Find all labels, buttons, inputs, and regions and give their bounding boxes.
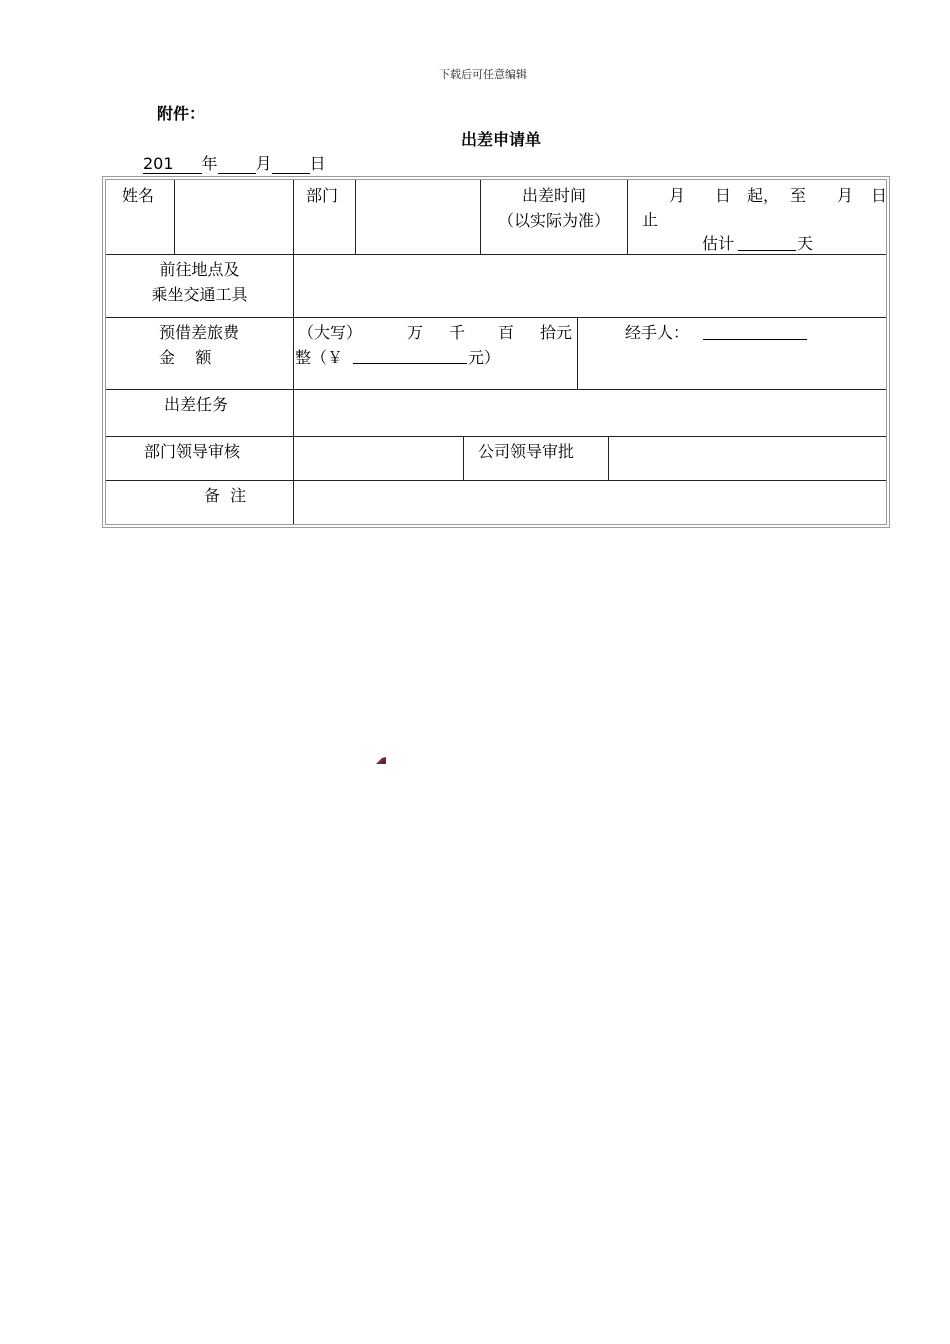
col-divider (608, 436, 609, 480)
dept-review-label: 部门领导审核 (144, 442, 241, 461)
from-label: 起， (747, 186, 780, 205)
scan-artifact-icon (376, 757, 386, 764)
bai-label: 百 (498, 323, 515, 342)
form-grid (105, 179, 887, 525)
to-label: 至 (790, 186, 807, 205)
company-approval-field[interactable] (610, 437, 885, 479)
end-label: 止 (642, 210, 659, 229)
wan-label: 万 (407, 323, 424, 342)
handler-field[interactable] (579, 320, 885, 388)
header-note: 下载后可任意编辑 (439, 68, 527, 81)
dept-review-field[interactable] (295, 437, 462, 479)
shi-label: 拾元 (540, 323, 573, 342)
trip-time-label-line1: 出差时间 (521, 186, 586, 205)
trip-time-field[interactable] (629, 183, 886, 253)
year-prefix: 201 (143, 154, 174, 173)
task-label: 出差任务 (164, 395, 229, 414)
date-line (143, 151, 326, 174)
month-label: 月 (255, 154, 272, 173)
name-field[interactable] (176, 181, 292, 253)
company-approval-label: 公司领导审批 (478, 442, 575, 461)
task-field[interactable] (295, 390, 885, 435)
yuan-label: 元） (468, 348, 501, 367)
col-divider (355, 180, 356, 254)
col-divider (463, 436, 464, 480)
days-label: 天 (797, 234, 814, 253)
handler-blank[interactable] (703, 322, 807, 340)
destination-label (106, 257, 293, 307)
capital-label: （大写） (298, 323, 363, 342)
zheng-label: 整（￥ (295, 348, 344, 367)
year-label: 年 (201, 154, 218, 173)
month2: 月 (837, 186, 854, 205)
qian-label: 千 (449, 323, 466, 342)
destination-label-line2: 乘坐交通工具 (151, 285, 248, 304)
day-label: 日 (309, 154, 326, 173)
remarks-field[interactable] (295, 481, 885, 523)
advance-label-line2: 金 额 (159, 348, 212, 367)
day1: 日 (715, 186, 732, 205)
advance-label (159, 320, 239, 370)
estimate-label: 估计 (702, 234, 735, 253)
year-blank[interactable] (174, 155, 202, 174)
col-divider (174, 180, 175, 254)
day2: 日 (871, 186, 888, 205)
day-blank[interactable] (272, 155, 310, 174)
trip-time-label-line2: （以实际为准） (497, 211, 610, 230)
col-divider (480, 180, 481, 254)
advance-label-line1: 预借差旅费 (159, 323, 240, 342)
handler-label: 经手人： (625, 323, 690, 342)
trip-time-label (482, 183, 626, 233)
month-blank[interactable] (218, 155, 256, 174)
col-divider (293, 180, 294, 524)
name-label: 姓名 (122, 186, 155, 205)
row-divider (106, 317, 886, 318)
remarks-label: 备 注 (204, 486, 247, 505)
destination-label-line1: 前往地点及 (159, 260, 240, 279)
travel-request-form (102, 176, 890, 528)
form-title: 出差申请单 (460, 130, 541, 149)
days-blank[interactable] (738, 233, 796, 251)
dept-label: 部门 (306, 186, 339, 205)
advance-amount-field[interactable] (295, 320, 576, 388)
col-divider (627, 180, 628, 254)
dept-field[interactable] (357, 181, 479, 253)
destination-field[interactable] (295, 255, 885, 316)
col-divider (577, 317, 578, 389)
amount-blank[interactable] (353, 346, 467, 364)
month1: 月 (669, 186, 686, 205)
attachment-label: 附件： (157, 104, 206, 123)
